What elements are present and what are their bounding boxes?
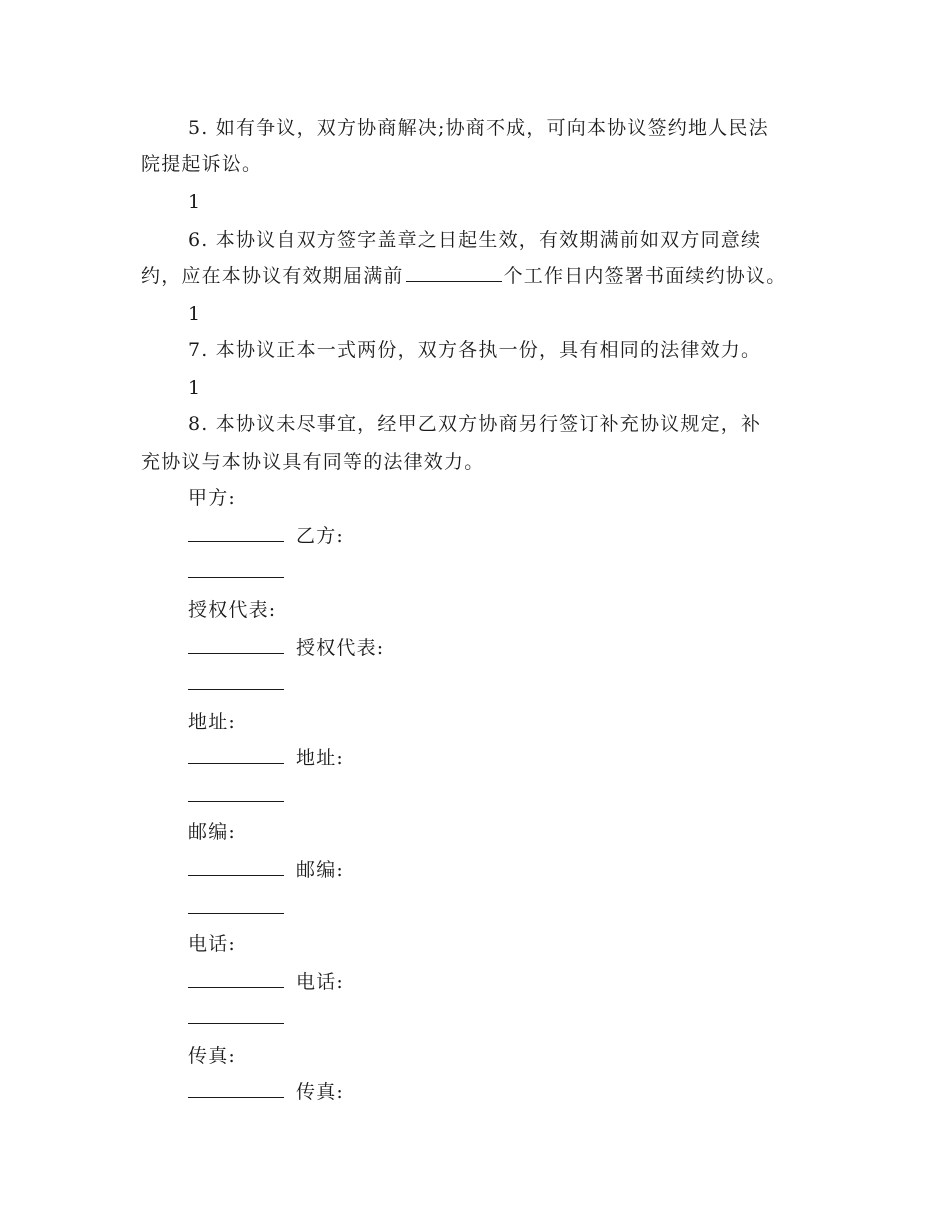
party-b-blank-row [188, 560, 296, 584]
rep-a-label: 授权代表: [188, 599, 277, 621]
party-b-row [188, 524, 344, 548]
fax-b-label: 传真: [296, 1081, 345, 1103]
party-b-blank [188, 560, 284, 578]
clause-6-line-2-pre: 约，应在本协议有效期届满前 [141, 265, 404, 287]
clause-5-line-2: 院提起诉讼。 [141, 153, 263, 175]
zip-a-row [188, 820, 236, 844]
clause-5-line-1: 5. 如有争议，双方协商解决;协商不成，可向本协议签约地人民法 [188, 117, 769, 139]
zip-a-label: 邮编: [188, 821, 237, 843]
rep-b-label: 授权代表: [296, 637, 385, 659]
phone-b-row [188, 970, 344, 994]
rep-a-row [188, 598, 276, 622]
fax-b-row [188, 1080, 344, 1104]
zip-b-blank [188, 896, 284, 914]
page-marker-a: 1 [188, 191, 202, 213]
clause-6-line-2 [141, 264, 786, 288]
rep-b-blank-row [188, 672, 296, 696]
clause-6-line-1: 6. 本协议自双方签字盖章之日起生效，有效期满前如双方同意续 [188, 229, 762, 251]
addr-b-label: 地址: [296, 747, 345, 769]
phone-b-label: 电话: [296, 971, 345, 993]
party-a-blank [188, 524, 284, 542]
fax-a-label: 传真: [188, 1045, 237, 1067]
phone-b-blank [188, 1006, 284, 1024]
addr-a-row [188, 710, 236, 734]
zip-b-row [188, 858, 344, 882]
zip-b-blank-row [188, 896, 296, 920]
addr-a-label: 地址: [188, 711, 237, 733]
rep-b-row [188, 636, 384, 660]
clause-6-line-2-post: 个工作日内签署书面续约协议。 [503, 265, 787, 287]
addr-b-blank-row [188, 784, 296, 808]
page-marker-b: 1 [188, 303, 202, 325]
phone-a-blank [188, 970, 284, 988]
clause-7-line-1: 7. 本协议正本一式两份，双方各执一份，具有相同的法律效力。 [188, 339, 762, 361]
phone-b-blank-row [188, 1006, 296, 1030]
party-a-label: 甲方: [188, 487, 237, 509]
rep-b-blank [188, 672, 284, 690]
clause-8-line-2: 充协议与本协议具有同等的法律效力。 [141, 451, 485, 473]
zip-a-blank [188, 858, 284, 876]
addr-b-blank [188, 784, 284, 802]
renewal-days-blank [406, 264, 502, 282]
party-a-row [188, 486, 236, 510]
party-b-label: 乙方: [296, 525, 345, 547]
phone-a-row [188, 932, 236, 956]
fax-a-row [188, 1044, 236, 1068]
page-marker-c: 1 [188, 377, 202, 399]
clause-8-line-1: 8. 本协议未尽事宜，经甲乙双方协商另行签订补充协议规定，补 [188, 413, 762, 435]
zip-b-label: 邮编: [296, 859, 345, 881]
fax-a-blank [188, 1080, 284, 1098]
rep-a-blank [188, 636, 284, 654]
phone-a-label: 电话: [188, 933, 237, 955]
addr-a-blank [188, 746, 284, 764]
addr-b-row [188, 746, 344, 770]
